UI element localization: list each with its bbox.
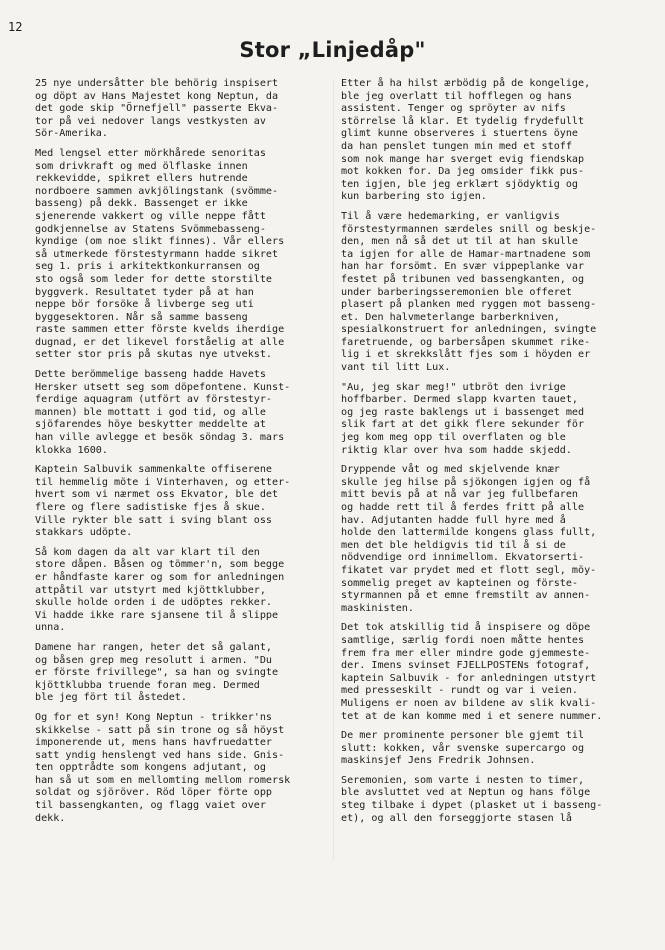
paragraph: Dette berömmelige basseng hadde Havets Hersker utsett seg som döpefontene. Kunst- ferdige aquagram (utfört av förstestyr- mannen) ble mottatt i god tid, og alle sjöfarendes höye beskytter meddelte at han ville avlegge et besök söndag 3. mars klokka 1600. <box>35 369 291 456</box>
right-column <box>341 78 643 832</box>
paragraph: 25 nye undersåtter ble behörig inspisert og döpt av Hans Majestet kong Neptun, da det gode skip "Örnefjell" passerte Ekva- tor på vei nedover langs vestkysten av Sör-Amerika. <box>35 78 279 140</box>
paragraph: Etter å ha hilst ærbödig på de kongelige, ble jeg overlatt til hofflegen og hans assistent. Tenger og spröyter av nifs störrelse lå klar. Et tydelig frydefullt glimt kunne observeres i stuertens öyne da han penslet tungen min med et stoff som nok mange har sverget evig fiendskap mot kokken for. Da jeg omsider fikk pus- ten igjen, ble jeg erklært sjödyktig og kun barbering sto igjen. <box>341 78 591 203</box>
paragraph: Kaptein Salbuvik sammenkalte offiserene til hemmelig möte i Vinterhaven, og etter- hvert som vi nærmet oss Ekvator, ble det flere og flere sadistiske fjes å skue. Ville rykter ble satt i sving blant oss stakkars udöpte. <box>35 464 291 539</box>
paragraph: De mer prominente personer ble gjemt til slutt: kokken, vår svenske supercargo og maskinsjef Jens Fredrik Johnsen. <box>341 730 585 767</box>
paragraph: Så kom dagen da alt var klart til den store dåpen. Båsen og tömmer'n, som begge er håndfaste karer og som for anledningen attpåtil var utstyrt med kjöttklubber, skulle holde orden i de udöptes rekker. Vi hadde ikke rare sjansene til å slippe unna. <box>35 546 285 634</box>
paragraph: Til å være hedemarking, er vanligvis förstestyrmannen særdeles snill og beskje- den, men nå så det ut til at han skulle ta igjen for alle de Hamar-martnadene som han har forsömt. En svær vippeplanke var festet på tribunen ved bassengkanten, og under barberingsseremonien ble offeret plasert på planken med ryggen mot basseng- et. Den halvmeterlange barberkniven, spesialkonstruert for anledningen, svingte faretruende, og barbersåpen skummet rike- lig i et skrekkslått fjes som i höyden er vant til litt Lux. <box>341 210 597 374</box>
paragraph: Med lengsel etter mörkhårede senoritas som drivkraft og med ölflaske innen rekkevidde, spikret ellers hutrende nordboere sammen avkjölingstank (svömme- basseng) på dekk. Bassenget er ikke sjenerende vakkert og ville neppe fått godkjennelse av Statens Svömmebasseng- kyndige (om noe slikt finnes). Vår ellers så utmerkede förstestyrmann hadde sikret seg 1. pris i arkitektkonkurransen og sto også som leder for dette storstilte byggverk. Resultatet tyder på at han neppe bör forsöke å livberge seg uti byggesektoren. Når så samme basseng raste sammen etter förste kvelds iherdige dugnad, er det likevel forståelig at alle setter stor pris på skutas nye utvekst. <box>35 147 285 361</box>
article-title: Stor „Linjedåp" <box>239 38 426 62</box>
paragraph: "Au, jeg skar meg!" utbröt den ivrige hoffbarber. Dermed slapp kvarten tauet, og jeg raste baklengs ut i bassenget med slik fart at det gikk flere sekunder för jeg kom meg opp til overflaten og ble riktig klar over hva som hadde skjedd. <box>341 381 585 456</box>
left-column <box>35 78 335 832</box>
paragraph: Det tok atskillig tid å inspisere og döpe samtlige, særlig fordi noen måtte hentes frem fra mer eller mindre gode gjemmeste- der. Imens svinset FJELLPOSTENs fotograf, kaptein Salbuvik - for anledningen utstyrt med presseskilt - rundt og var i veien. Muligens er noen av bildene av slik kvali- tet at de kan komme med i et senere nummer. <box>341 622 603 722</box>
paragraph: Dryppende våt og med skjelvende knær skulle jeg hilse på sjökongen igjen og få mitt bevis på at nå var jeg fullbefaren og hadde rett til å ferdes fritt på alle hav. Adjutanten hadde full hyre med å holde den lattermilde kongens glass fullt, men det ble heldigvis tid til å si de nödvendige ord innimellom. Ekvatorserti- fikatet var prydet med et flott segl, möy- sommelig preget av kapteinen og förste- styrmannen på et emne fremstilt av annen- maskinisten. <box>341 464 597 614</box>
paragraph: Damene har rangen, heter det så galant, og båsen grep meg resolutt i armen. "Du er förste frivillege", sa han og svingte kjöttklubba truende foran meg. Dermed ble jeg fört til åstedet. <box>35 641 279 704</box>
paragraph: Og for et syn! Kong Neptun - trikker'ns skikkelse - satt på sin trone og så höyst imponerende ut, mens hans havfruedatter satt yndig henslengt ved hans side. Gnis- ten opptrådte som kongens adjutant, og han så ut som en mellomting mellom romersk soldat og sjöröver. Röd löper förte opp til bassengkanten, og flagg vaiet over dekk. <box>35 711 291 824</box>
page-number: 12 <box>8 20 23 34</box>
paragraph: Seremonien, som varte i nesten to timer, ble avsluttet ved at Neptun og hans fölge steg tilbake i dypet (plasket ut i basseng- et), og all den forseggjorte stasen lå <box>341 774 603 824</box>
